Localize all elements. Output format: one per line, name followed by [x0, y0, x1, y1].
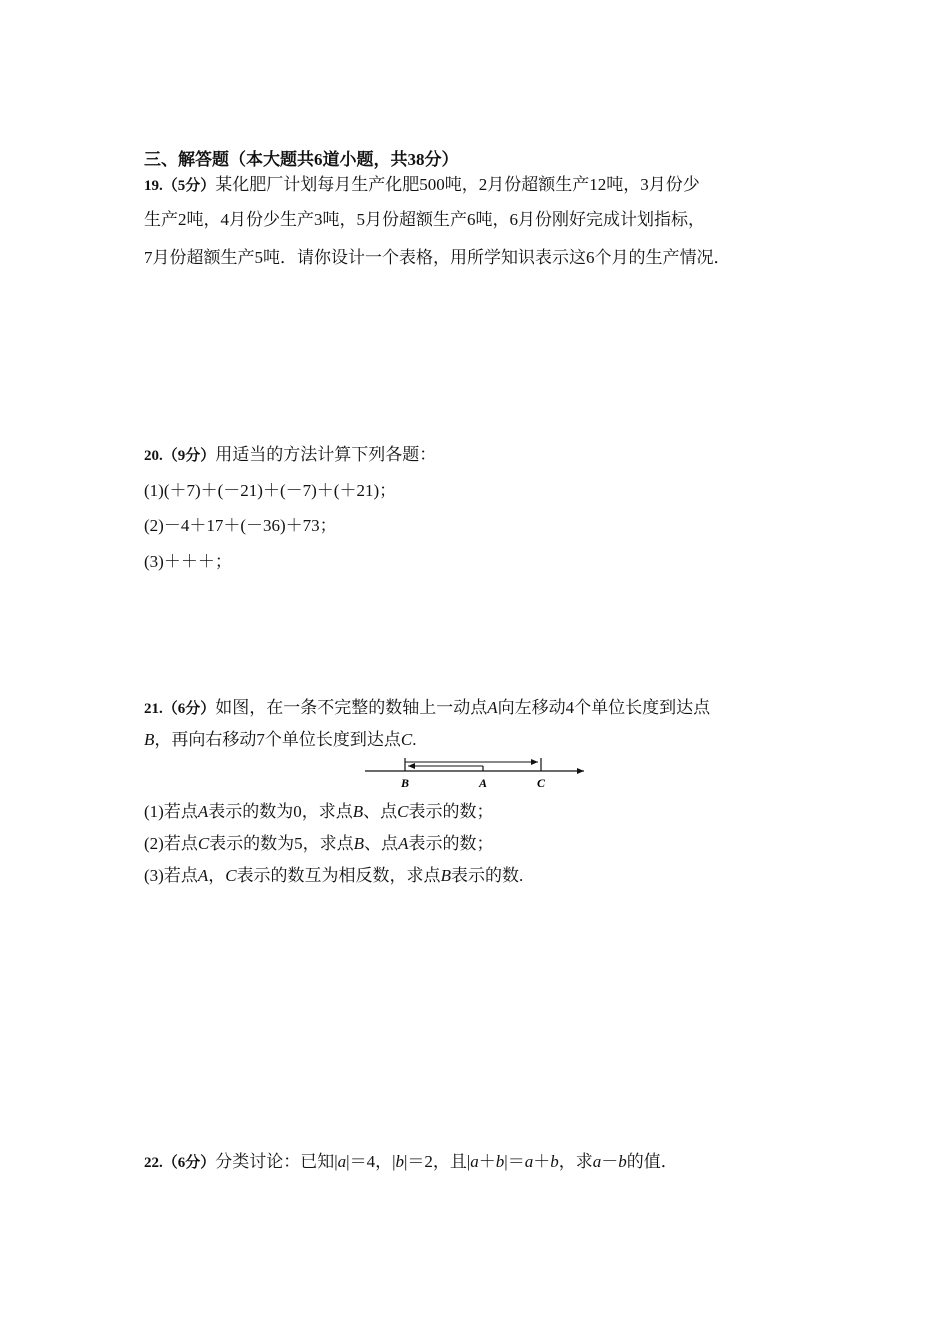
q21-p3-point-c: C	[225, 866, 237, 885]
question-22-number: 22.	[144, 1155, 163, 1171]
question-21-line-2	[144, 725, 416, 750]
q22-var-b-3: b	[550, 1152, 559, 1171]
question-20-part-1: (1)(＋7)＋(－21)＋(－7)＋(＋21)；	[144, 481, 397, 500]
question-19-number: 19.	[144, 178, 163, 194]
q22-var-a-1: a	[337, 1152, 347, 1171]
q21-p2-text-a: (2)若点	[144, 834, 198, 853]
q21-p3-point-a: A	[197, 866, 209, 885]
q21-p3-text-b: ，	[208, 866, 226, 885]
q22-text-7: ，求	[558, 1152, 593, 1171]
q21-p2-point-a: A	[398, 834, 409, 853]
q21-p1-text-d: 表示的数；	[408, 802, 494, 821]
question-21-text-2a: ，再向右移动7个单位长度到达点	[154, 730, 401, 749]
q21-p1-point-c: C	[397, 802, 409, 821]
q21-p2-text-b: 表示的数为5，求点	[209, 834, 354, 853]
point-b-label: B	[144, 730, 155, 749]
figure-label-c: C	[537, 776, 546, 790]
q21-p3-text-a: (3)若点	[144, 866, 198, 885]
figure-label-b: B	[401, 776, 410, 790]
question-20-intro	[144, 440, 436, 465]
question-21-part-2	[144, 829, 493, 854]
q22-text-3: |＝2，且|	[403, 1152, 471, 1171]
section-title: 三、解答题（本大题共6道小题，共38分）	[144, 150, 459, 169]
question-21-text-1b: 向左移动4个单位长度到达点	[497, 698, 711, 717]
q22-text-9: 的值．	[626, 1152, 678, 1171]
q22-text-8: －	[601, 1152, 619, 1171]
q22-text-4: ＋	[478, 1152, 496, 1171]
question-20-part-3: (3)＋＋＋；	[144, 552, 232, 571]
question-19-line-2: 生产2吨，4月份少生产3吨，5月份超额生产6吨，6月份刚好完成计划指标，	[144, 210, 705, 229]
q22-var-b-1: b	[395, 1152, 404, 1171]
q22-text-2: |＝4，|	[346, 1152, 396, 1171]
q21-p2-point-b: B	[353, 834, 365, 853]
question-21-number: 21.	[144, 701, 163, 717]
question-19-line-1	[144, 170, 700, 195]
question-21-text-1a: 如图，在一条不完整的数轴上一动点	[215, 698, 488, 717]
q21-p1-text-c: 、点	[363, 802, 398, 821]
q22-var-a-4: a	[592, 1152, 602, 1171]
point-a-label: A	[487, 698, 498, 717]
q21-p2-text-d: 表示的数；	[408, 834, 494, 853]
q22-text-5: |＝	[504, 1152, 525, 1171]
question-21-part-1	[144, 797, 493, 822]
q21-p1-point-a: A	[197, 802, 209, 821]
q21-p2-point-c: C	[197, 834, 210, 853]
q21-p1-text-a: (1)若点	[144, 802, 198, 821]
q22-text-1: 分类讨论：已知|	[215, 1152, 338, 1171]
q21-p3-text-c: 表示的数互为相反数，求点	[236, 866, 441, 885]
question-20-text: 用适当的方法计算下列各题：	[215, 445, 437, 464]
point-c-label: C	[400, 730, 413, 749]
question-21-part-3	[144, 861, 523, 886]
q21-p2-text-c: 、点	[364, 834, 399, 853]
q21-p3-text-d: 表示的数.	[450, 866, 524, 885]
question-21-line-1	[144, 693, 710, 718]
q22-var-b-4: b	[618, 1152, 627, 1171]
figure-label-a: A	[479, 776, 488, 790]
q22-var-a-3: a	[524, 1152, 534, 1171]
q22-text-6: ＋	[533, 1152, 551, 1171]
question-20-part-2: (2)－4＋17＋(－36)＋73；	[144, 516, 337, 535]
question-20-score: （9分）	[162, 448, 216, 464]
q21-p1-point-b: B	[352, 802, 364, 821]
q21-p1-text-b: 表示的数为0，求点	[208, 802, 353, 821]
question-19-score: （5分）	[162, 178, 216, 194]
q22-var-a-2: a	[470, 1152, 479, 1171]
question-19-text-1: 某化肥厂计划每月生产化肥500吨，2月份超额生产12吨，3月份少	[215, 175, 700, 194]
question-22-line	[144, 1147, 678, 1172]
question-21-text-2-end: .	[412, 730, 417, 749]
question-22-score: （6分）	[162, 1155, 216, 1171]
question-20-number: 20.	[144, 448, 163, 464]
q22-var-b-2: b	[495, 1152, 505, 1171]
question-21-score: （6分）	[162, 701, 216, 717]
number-line-figure	[362, 754, 592, 794]
question-19-line-3: 7月份超额生产5吨．请你设计一个表格，用所学知识表示这6个月的生产情况．	[144, 248, 731, 267]
q21-p3-point-b: B	[440, 866, 451, 885]
